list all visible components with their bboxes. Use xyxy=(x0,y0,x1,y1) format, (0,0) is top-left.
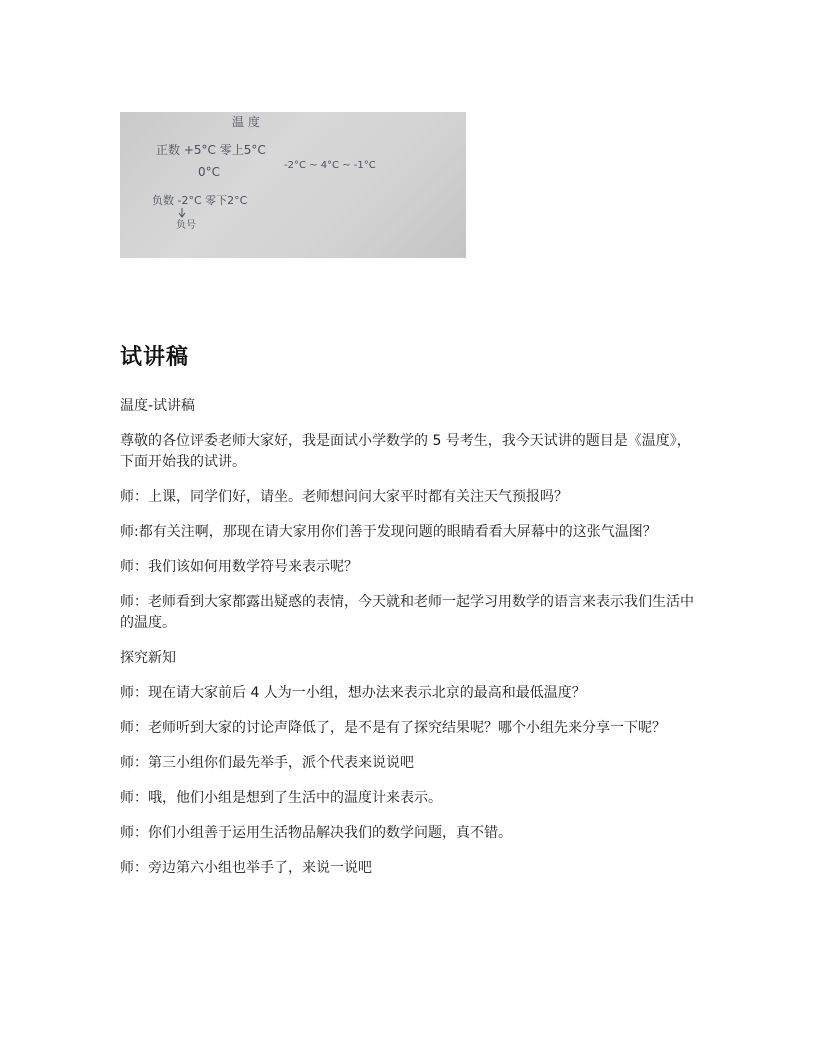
paragraph: 师：现在请大家前后 4 人为一小组，想办法来表示北京的最高和最低温度？ xyxy=(120,685,586,701)
handwritten-notes-photo xyxy=(120,112,466,258)
photo-line-sign: 负号 xyxy=(176,220,196,231)
paragraph: 师：旁边第六小组也举手了，来说一说吧 xyxy=(120,860,372,876)
photo-line-positive: 正数 +5°C 零上5°C xyxy=(156,143,266,157)
photo-line-negative: 负数 -2°C 零下2°C xyxy=(152,194,248,207)
photo-line-range: -2°C ~ 4°C ~ -1°C xyxy=(284,160,376,171)
paragraph: 温度-试讲稿 xyxy=(120,398,196,414)
paragraph: 师：第三小组你们最先举手，派个代表来说说吧 xyxy=(120,755,414,771)
lecture-script-body xyxy=(120,396,700,893)
paragraph: 师：老师听到大家的讨论声降低了，是不是有了探究结果呢？哪个小组先来分享一下呢？ xyxy=(120,720,666,736)
paragraph: 尊敬的各位评委老师大家好，我是面试小学数学的 5 号考生，我今天试讲的题目是《温度》，下面开始我的试讲。 xyxy=(120,433,691,470)
paragraph: 师：老师看到大家都露出疑惑的表情，今天就和老师一起学习用数学的语言来表示我们生活中的温度。 xyxy=(120,594,694,631)
photo-line-zero: 0°C xyxy=(198,165,221,179)
paragraph: 师：上课，同学们好，请坐。老师想问问大家平时都有关注天气预报吗？ xyxy=(120,489,568,505)
photo-arrow-icon xyxy=(179,208,185,217)
paragraph: 师：你们小组善于运用生活物品解决我们的数学问题，真不错。 xyxy=(120,825,512,841)
section-heading: 探究新知 xyxy=(120,650,176,666)
paragraph: 师：我们该如何用数学符号来表示呢？ xyxy=(120,559,358,575)
photo-title: 温 度 xyxy=(232,115,260,129)
paragraph: 师:都有关注啊，那现在请大家用你们善于发现问题的眼睛看看大屏幕中的这张气温图？ xyxy=(120,524,657,540)
paragraph: 师：哦，他们小组是想到了生活中的温度计来表示。 xyxy=(120,790,442,806)
page-title: 试讲稿 xyxy=(120,345,190,370)
